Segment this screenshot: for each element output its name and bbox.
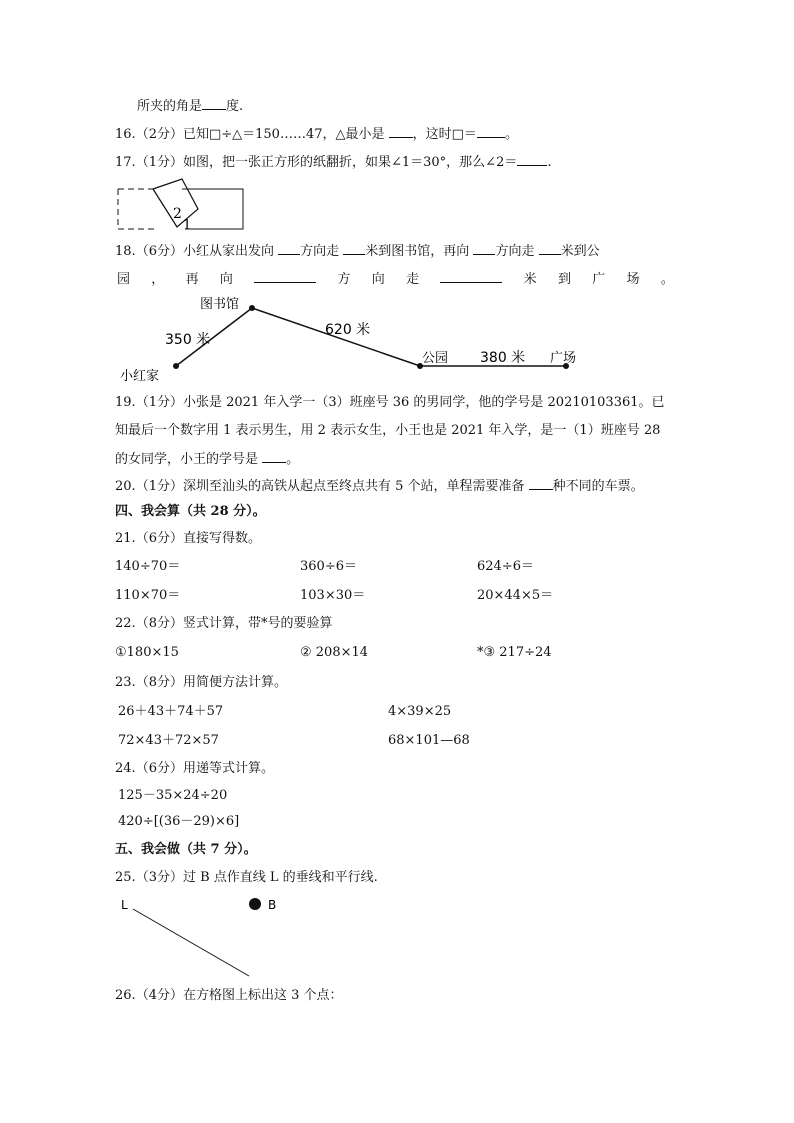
question-24: 24.（6分）用递等式计算。 <box>115 761 274 776</box>
distance-label: 620 米 <box>325 322 371 338</box>
calc-item: 125－35×24÷20 <box>118 788 228 803</box>
answer-blank[interactable] <box>202 95 226 110</box>
calc-item: 20×44×5＝ <box>477 588 554 603</box>
answer-blank[interactable] <box>517 151 547 166</box>
question-16: 16.（2分）已知□÷△＝150……47，△最小是 ，这时□＝ 。 <box>115 123 518 145</box>
answer-blank[interactable] <box>343 240 365 255</box>
question-22: 22.（8分）竖式计算，带*号的要验算 <box>115 616 333 631</box>
question-25: 25.（3分）过 B 点作直线 L 的垂线和平行线. <box>115 870 378 885</box>
question-26: 26.（4分）在方格图上标出这 3 个点： <box>115 988 343 1003</box>
calc-item: 420÷[(36－29)×6] <box>118 814 240 829</box>
calc-item: 140÷70＝ <box>115 559 181 574</box>
answer-blank[interactable] <box>254 268 316 283</box>
distance-label: 380 米 <box>480 350 526 366</box>
answer-blank[interactable] <box>389 123 413 138</box>
question-20: 20.（1分）深圳至汕头的高铁从起点至终点共有 5 个站，单程需要准备 种不同的车票。 <box>115 475 644 497</box>
line-l-label: L <box>121 898 128 912</box>
folded-square-figure <box>115 176 250 234</box>
line-l-figure <box>115 893 295 983</box>
calc-item: 360÷6＝ <box>300 559 357 574</box>
section-4-heading: 四、我会算（共 28 分）。 <box>115 504 266 519</box>
question-19-line3: 的女同学，小王的学号是 。 <box>115 448 299 470</box>
question-18: 18.（6分）小红从家出发向 方向走 米到图书馆，再向 方向走 米到公 <box>115 240 600 262</box>
route-map-figure <box>110 290 600 390</box>
question-19: 19.（1分）小张是 2021 年入学一（3）班座号 36 的男同学，他的学号是 20210103361。已 <box>115 395 665 410</box>
home-label: 小红家 <box>120 369 160 384</box>
calc-item: 4×39×25 <box>388 704 452 719</box>
question-21: 21.（6分）直接写得数。 <box>115 531 261 546</box>
square-label: 广场 <box>550 351 577 366</box>
q15-tail: 所夹的角是 度. <box>137 95 243 117</box>
answer-blank[interactable] <box>278 240 300 255</box>
calc-item: 68×101—68 <box>388 733 470 748</box>
calc-item: ② 208×14 <box>300 645 369 660</box>
answer-blank[interactable] <box>477 123 505 138</box>
question-18-line2: 园 ， 再 向 方 向 走 米 到 广 场 。 <box>117 268 674 290</box>
point-b <box>249 898 261 910</box>
answer-blank[interactable] <box>539 240 561 255</box>
distance-label: 350 米 <box>165 332 211 348</box>
angle-2-label: 2 <box>173 206 182 222</box>
calc-item: 26＋43＋74＋57 <box>118 704 224 719</box>
calc-item: 103×30＝ <box>300 588 366 603</box>
question-17: 17.（1分）如图，把一张正方形的纸翻折，如果∠1＝30°，那么∠2＝ . <box>115 151 551 173</box>
answer-blank[interactable] <box>262 448 286 463</box>
library-label: 图书馆 <box>200 297 240 312</box>
answer-blank[interactable] <box>473 240 495 255</box>
calc-item: 72×43＋72×57 <box>118 733 219 748</box>
angle-1-label: 1 <box>183 218 192 233</box>
calc-item: 624÷6＝ <box>477 559 534 574</box>
question-19-line2: 知最后一个数字用 1 表示男生，用 2 表示女生，小王也是 2021 年入学，是一（1）班座号 28 <box>115 423 661 438</box>
answer-blank[interactable] <box>529 475 553 490</box>
calc-item: 110×70＝ <box>115 588 181 603</box>
point-b-label: B <box>268 898 277 912</box>
park-label: 公园 <box>422 351 449 366</box>
calc-item: ①180×15 <box>115 645 179 660</box>
answer-blank[interactable] <box>440 268 502 283</box>
section-5-heading: 五、我会做（共 7 分）。 <box>115 842 257 857</box>
calc-item: *③ 217÷24 <box>477 645 552 660</box>
question-23: 23.（8分）用简便方法计算。 <box>115 675 287 690</box>
